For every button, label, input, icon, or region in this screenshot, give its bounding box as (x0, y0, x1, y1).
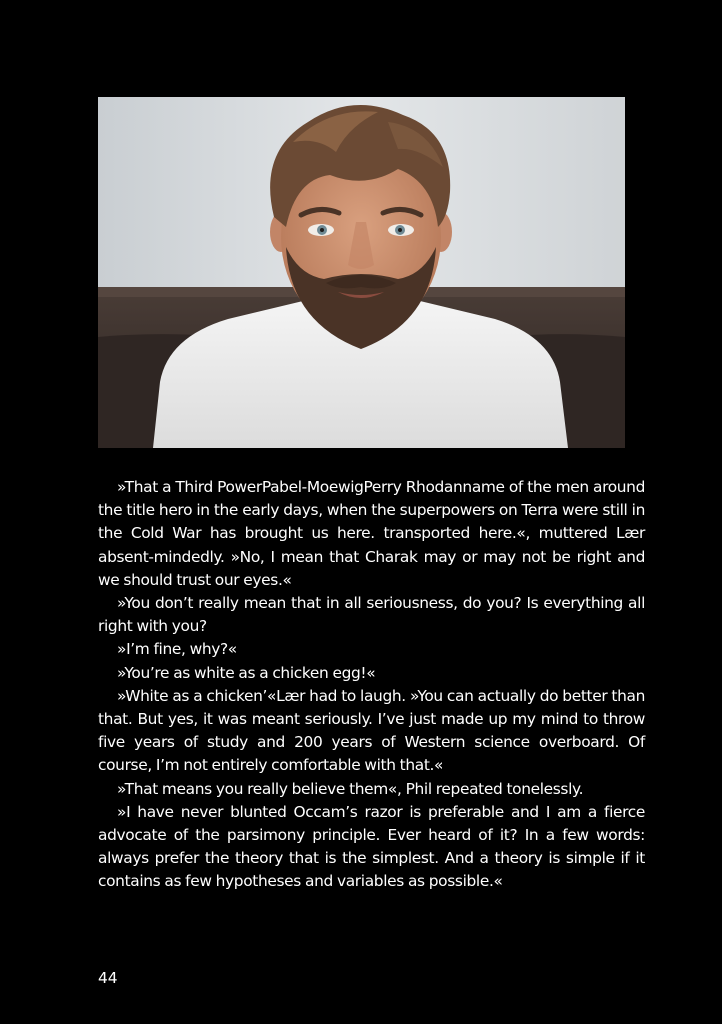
portrait-photo (98, 97, 625, 448)
portrait-photo-icon (98, 97, 625, 448)
paragraph: »You’re as white as a chicken egg!« (117, 663, 376, 682)
paragraph: »You don’t really mean that in all seriousness, do you? Is everything all right with you? (98, 594, 645, 636)
paragraph: »White as a chicken’«Lær had to laugh. »You can actually do better than that. But yes, it was meant seriously. I’ve just made up my mind to throw five years of study and 200 years of Western science overboard. Of course, I’m not entirely comfortable with that.« (98, 686, 645, 775)
page-number: 44 (98, 969, 118, 987)
paragraph: »That means you really believe them«, Phil repeated tonelessly. (117, 779, 584, 798)
paragraph: »I have never blunted Occam’s razor is preferable and I am a fierce advocate of the parsimony principle. Ever heard of it? In a few words: always prefer the theory that is the simplest. And a theory is simple if it contains as few hypotheses and variables as possible.« (98, 802, 645, 891)
paragraph: »I’m fine, why?« (117, 640, 237, 659)
body-text (98, 476, 645, 894)
paragraph: »That a Third PowerPabel-MoewigPerry Rhodanname of the men around the title hero in the early days, when the superpowers on Terra were still in the Cold War has brought us here. transported here.«, muttered Lær absent-mindedly. »No, I mean that Charak may or may not be right and we should trust our eyes.« (98, 478, 645, 589)
